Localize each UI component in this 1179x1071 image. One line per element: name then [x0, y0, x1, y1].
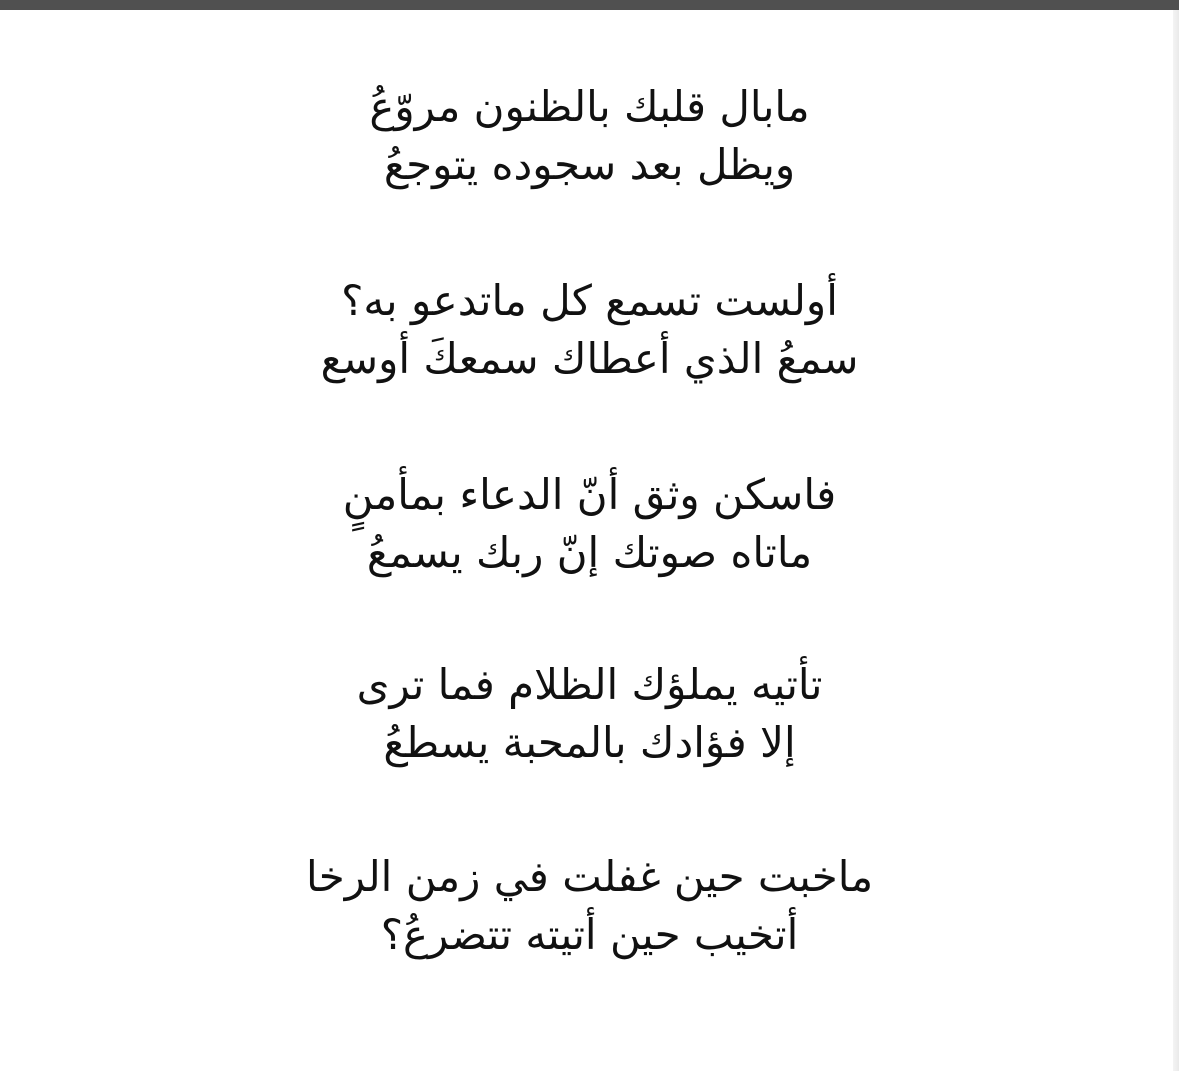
stanza-3 [0, 464, 1179, 594]
verse-line: فاسكن وثق أنّ الدعاء بمأمنٍ [342, 470, 837, 519]
stanza-5 [0, 846, 1179, 976]
verse-line: أولست تسمع كل ماتدعو به؟ [341, 276, 838, 325]
stanza-2 [0, 270, 1179, 400]
stanza-4 [0, 654, 1179, 784]
top-status-bar [0, 0, 1179, 10]
stanza-1 [0, 76, 1179, 206]
verse-line: تأتيه يملؤك الظلام فما ترى [356, 660, 823, 709]
verse-line: ويظل بعد سجوده يتوجعُ [383, 140, 796, 189]
verse-line: مابال قلبك بالظنون مروّعُ [369, 82, 810, 131]
verse-line: سمعُ الذي أعطاك سمعكَ أوسع [320, 334, 859, 383]
verse-line: إلا فؤادك بالمحبة يسطعُ [383, 718, 796, 767]
verse-line: أتخيب حين أتيته تتضرعُ؟ [380, 910, 799, 959]
verse-line: ماخبت حين غفلت في زمن الرخا [305, 852, 874, 901]
verse-line: ماتاه صوتك إنّ ربك يسمعُ [366, 528, 813, 577]
poem-text [0, 62, 1179, 982]
